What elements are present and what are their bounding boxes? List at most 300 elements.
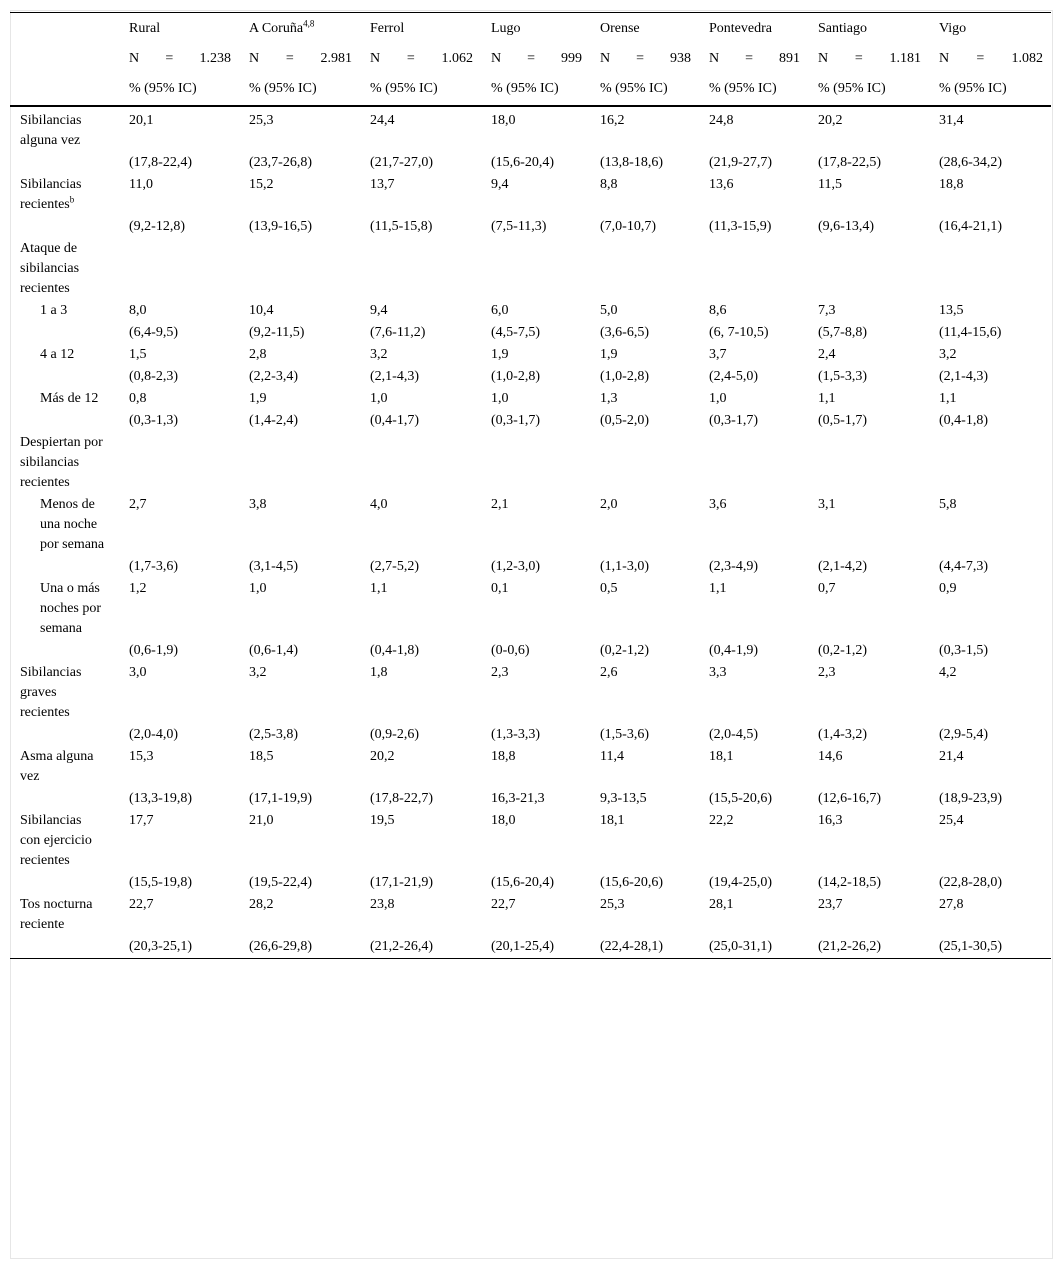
sample-size-line — [600, 49, 693, 69]
ci-cell: (1,1-3,0) — [600, 559, 649, 574]
ci-cell: (2,3-4,9) — [709, 559, 758, 574]
value-cell: 21,4 — [939, 749, 964, 764]
ci-row — [10, 640, 1051, 662]
ci-row — [10, 724, 1051, 746]
header-corner — [10, 13, 119, 46]
column-name: Orense — [600, 21, 640, 36]
value-cell: 18,1 — [600, 813, 625, 828]
table-row — [10, 300, 1051, 322]
ci-cell: (0,5-1,7) — [818, 413, 867, 428]
value-cell: 17,7 — [129, 813, 154, 828]
section-header-row — [10, 238, 1051, 300]
sample-size-line — [939, 49, 1045, 69]
value-cell: 1,9 — [600, 347, 618, 362]
sample-size-line — [129, 49, 233, 69]
row-label-text: Menos de una noche por semana — [40, 497, 105, 552]
header-row-n — [10, 45, 1051, 75]
table-row — [10, 894, 1051, 936]
row-label — [10, 578, 119, 640]
empty-cell — [10, 410, 119, 432]
table-row — [10, 578, 1051, 640]
n-label: N — [370, 51, 381, 66]
ci-cell: (3,6-6,5) — [600, 325, 649, 340]
row-label-text: Más de 12 — [40, 391, 99, 406]
column-ci-label: % (95% IC) — [709, 81, 777, 96]
column-sample-size — [119, 45, 239, 75]
ci-cell: (0,3-1,7) — [709, 413, 758, 428]
n-equals: = — [854, 51, 863, 66]
row-label-text: Asma alguna vez — [20, 749, 94, 784]
value-cell: 13,6 — [709, 177, 734, 192]
value-cell: 3,3 — [709, 665, 727, 680]
ci-row — [10, 216, 1051, 238]
value-cell: 1,0 — [491, 391, 509, 406]
column-header — [360, 13, 481, 46]
ci-cell: (0,8-2,3) — [129, 369, 178, 384]
ci-cell: (12,6-16,7) — [818, 791, 881, 806]
table-row — [10, 106, 1051, 152]
column-ci-label: % (95% IC) — [600, 81, 668, 96]
ci-cell: (0,6-1,4) — [249, 643, 298, 658]
value-cell: 20,1 — [129, 113, 154, 128]
ci-cell: (4,4-7,3) — [939, 559, 988, 574]
ci-cell: (25,0-31,1) — [709, 939, 772, 954]
n-label: N — [939, 51, 950, 66]
value-cell: 0,7 — [818, 581, 836, 596]
ci-cell: (9,6-13,4) — [818, 219, 874, 234]
column-header — [119, 13, 239, 46]
value-cell: 11,0 — [129, 177, 153, 192]
n-equals: = — [636, 51, 645, 66]
ci-row — [10, 556, 1051, 578]
value-cell: 16,3 — [818, 813, 843, 828]
header-row-names — [10, 13, 1051, 46]
value-cell: 24,4 — [370, 113, 395, 128]
value-cell: 11,5 — [818, 177, 842, 192]
ci-cell: (0,2-1,2) — [600, 643, 649, 658]
value-cell: 14,6 — [818, 749, 843, 764]
ci-cell: (1,0-2,8) — [491, 369, 540, 384]
ci-cell: (17,8-22,4) — [129, 155, 192, 170]
empty-cell — [360, 432, 481, 494]
ci-cell: (7,0-10,7) — [600, 219, 656, 234]
ci-cell: (17,1-21,9) — [370, 875, 433, 890]
value-cell: 13,5 — [939, 303, 964, 318]
value-cell: 25,3 — [249, 113, 274, 128]
row-label-text: Sibilancias recientes — [20, 177, 82, 212]
table-row — [10, 494, 1051, 556]
value-cell: 2,1 — [491, 497, 509, 512]
row-label — [10, 432, 119, 494]
ci-row — [10, 410, 1051, 432]
empty-cell — [929, 432, 1051, 494]
row-label-text: Sibilancias alguna vez — [20, 113, 82, 148]
value-cell: 3,8 — [249, 497, 267, 512]
value-cell: 22,7 — [129, 897, 154, 912]
ci-cell: (7,5-11,3) — [491, 219, 547, 234]
column-header — [808, 13, 929, 46]
ci-cell: (6, 7-10,5) — [709, 325, 769, 340]
ci-cell: (25,1-30,5) — [939, 939, 1002, 954]
value-cell: 11,4 — [600, 749, 624, 764]
row-label — [10, 238, 119, 300]
column-ci-label: % (95% IC) — [129, 81, 197, 96]
value-cell: 3,6 — [709, 497, 727, 512]
prevalence-table — [10, 12, 1051, 959]
value-cell: 19,5 — [370, 813, 395, 828]
value-cell: 23,7 — [818, 897, 843, 912]
ci-cell: (1,3-3,3) — [491, 727, 540, 742]
empty-cell — [808, 432, 929, 494]
empty-cell — [10, 936, 119, 959]
value-cell: 31,4 — [939, 113, 964, 128]
n-equals: = — [745, 51, 754, 66]
n-value: 1.181 — [889, 51, 921, 66]
ci-cell: (28,6-34,2) — [939, 155, 1002, 170]
value-cell: 2,3 — [818, 665, 836, 680]
ci-cell: (0,5-2,0) — [600, 413, 649, 428]
empty-cell — [699, 432, 808, 494]
n-value: 2.981 — [320, 51, 352, 66]
value-cell: 18,0 — [491, 813, 516, 828]
value-cell: 18,0 — [491, 113, 516, 128]
column-ci-label: % (95% IC) — [370, 81, 438, 96]
empty-cell — [481, 238, 590, 300]
ci-cell: (1,5-3,3) — [818, 369, 867, 384]
ci-cell: (13,9-16,5) — [249, 219, 312, 234]
ci-cell: (22,4-28,1) — [600, 939, 663, 954]
value-cell: 1,1 — [939, 391, 957, 406]
value-cell: 2,0 — [600, 497, 618, 512]
value-cell: 1,1 — [818, 391, 836, 406]
ci-cell: (2,0-4,0) — [129, 727, 178, 742]
value-cell: 8,6 — [709, 303, 727, 318]
table-header — [10, 13, 1051, 107]
row-label — [10, 494, 119, 556]
value-cell: 10,4 — [249, 303, 274, 318]
empty-cell — [10, 872, 119, 894]
value-cell: 24,8 — [709, 113, 734, 128]
empty-cell — [10, 366, 119, 388]
ci-cell: (14,2-18,5) — [818, 875, 881, 890]
column-name: Lugo — [491, 21, 521, 36]
ci-cell: (3,1-4,5) — [249, 559, 298, 574]
value-cell: 18,1 — [709, 749, 734, 764]
value-cell: 8,8 — [600, 177, 618, 192]
column-ci-label: % (95% IC) — [249, 81, 317, 96]
value-cell: 22,2 — [709, 813, 734, 828]
ci-cell: (23,7-26,8) — [249, 155, 312, 170]
empty-cell — [239, 238, 360, 300]
ci-cell: (1,0-2,8) — [600, 369, 649, 384]
value-cell: 25,4 — [939, 813, 964, 828]
n-label: N — [129, 51, 140, 66]
ci-cell: (0,4-1,7) — [370, 413, 419, 428]
value-cell: 1,9 — [249, 391, 267, 406]
value-cell: 27,8 — [939, 897, 964, 912]
column-sample-size — [929, 45, 1051, 75]
value-cell: 28,1 — [709, 897, 734, 912]
row-label — [10, 344, 119, 366]
ci-cell: (2,7-5,2) — [370, 559, 419, 574]
value-cell: 0,1 — [491, 581, 509, 596]
value-cell: 6,0 — [491, 303, 509, 318]
value-cell: 18,8 — [491, 749, 516, 764]
value-cell: 1,2 — [129, 581, 147, 596]
empty-cell — [590, 238, 699, 300]
ci-cell: (2,9-5,4) — [939, 727, 988, 742]
value-cell: 1,1 — [370, 581, 388, 596]
ci-row — [10, 936, 1051, 959]
value-cell: 3,7 — [709, 347, 727, 362]
sample-size-line — [709, 49, 802, 69]
ci-cell: (0,9-2,6) — [370, 727, 419, 742]
ci-cell: (20,3-25,1) — [129, 939, 192, 954]
ci-cell: (7,6-11,2) — [370, 325, 426, 340]
ci-cell: (0,4-1,8) — [370, 643, 419, 658]
column-sample-size — [808, 45, 929, 75]
row-label — [10, 388, 119, 410]
row-footnote-ref: b — [69, 194, 75, 205]
ci-cell: (6,4-9,5) — [129, 325, 178, 340]
sample-size-line — [491, 49, 584, 69]
ci-cell: (26,6-29,8) — [249, 939, 312, 954]
row-label-text: Ataque de sibilancias recientes — [20, 241, 80, 296]
row-label — [10, 174, 119, 216]
ci-cell: (0,3-1,5) — [939, 643, 988, 658]
value-cell: 15,3 — [129, 749, 154, 764]
row-label — [10, 300, 119, 322]
ci-cell: (0,4-1,9) — [709, 643, 758, 658]
ci-cell: (1,5-3,6) — [600, 727, 649, 742]
ci-cell: (21,9-27,7) — [709, 155, 772, 170]
value-cell: 28,2 — [249, 897, 274, 912]
ci-cell: (9,2-11,5) — [249, 325, 305, 340]
table-row — [10, 810, 1051, 872]
ci-cell: 9,3-13,5 — [600, 791, 647, 806]
ci-cell: (11,4-15,6) — [939, 325, 1002, 340]
n-equals: = — [165, 51, 174, 66]
ci-cell: (21,2-26,2) — [818, 939, 881, 954]
column-header — [239, 13, 360, 46]
value-cell: 25,3 — [600, 897, 625, 912]
value-cell: 1,9 — [491, 347, 509, 362]
ci-cell: (0,3-1,7) — [491, 413, 540, 428]
ci-cell: (15,6-20,4) — [491, 875, 554, 890]
ci-cell: (9,2-12,8) — [129, 219, 185, 234]
ci-cell: (0,2-1,2) — [818, 643, 867, 658]
column-name: Santiago — [818, 21, 867, 36]
table-row — [10, 746, 1051, 788]
row-label-text: Despiertan por sibilancias recientes — [20, 435, 103, 490]
ci-row — [10, 366, 1051, 388]
value-cell: 5,8 — [939, 497, 957, 512]
value-cell: 4,0 — [370, 497, 388, 512]
value-cell: 2,8 — [249, 347, 267, 362]
value-cell: 18,5 — [249, 749, 274, 764]
column-ci-label: % (95% IC) — [939, 81, 1007, 96]
value-cell: 2,3 — [491, 665, 509, 680]
value-cell: 2,7 — [129, 497, 147, 512]
column-sample-size — [699, 45, 808, 75]
empty-cell — [119, 432, 239, 494]
table-row — [10, 344, 1051, 366]
column-name: Rural — [129, 21, 161, 36]
table-row — [10, 174, 1051, 216]
value-cell: 0,5 — [600, 581, 618, 596]
ci-cell: (13,3-19,8) — [129, 791, 192, 806]
n-label: N — [491, 51, 502, 66]
value-cell: 8,0 — [129, 303, 147, 318]
n-value: 1.082 — [1011, 51, 1043, 66]
n-equals: = — [406, 51, 415, 66]
empty-cell — [590, 432, 699, 494]
value-cell: 3,0 — [129, 665, 147, 680]
value-cell: 3,1 — [818, 497, 836, 512]
ci-cell: (18,9-23,9) — [939, 791, 1002, 806]
empty-cell — [481, 432, 590, 494]
section-header-row — [10, 432, 1051, 494]
ci-cell: (2,4-5,0) — [709, 369, 758, 384]
column-ci-label: % (95% IC) — [818, 81, 886, 96]
ci-cell: (1,7-3,6) — [129, 559, 178, 574]
ci-cell: (1,4-2,4) — [249, 413, 298, 428]
column-name: Pontevedra — [709, 21, 772, 36]
ci-cell: (2,1-4,3) — [939, 369, 988, 384]
column-header — [590, 13, 699, 46]
ci-cell: (0,4-1,8) — [939, 413, 988, 428]
column-name: A Coruña — [249, 21, 304, 36]
n-value: 999 — [561, 51, 582, 66]
ci-cell: (16,4-21,1) — [939, 219, 1002, 234]
empty-cell — [10, 724, 119, 746]
value-cell: 0,8 — [129, 391, 147, 406]
ci-cell: (15,6-20,4) — [491, 155, 554, 170]
value-cell: 1,5 — [129, 347, 147, 362]
value-cell: 5,0 — [600, 303, 618, 318]
ci-cell: 16,3-21,3 — [491, 791, 545, 806]
ci-cell: (0,6-1,9) — [129, 643, 178, 658]
column-header — [699, 13, 808, 46]
sample-size-line — [818, 49, 923, 69]
ci-cell: (19,5-22,4) — [249, 875, 312, 890]
ci-cell: (13,8-18,6) — [600, 155, 663, 170]
ci-cell: (2,1-4,2) — [818, 559, 867, 574]
row-label-text: 1 a 3 — [40, 303, 68, 318]
sample-size-line — [370, 49, 475, 69]
value-cell: 16,2 — [600, 113, 625, 128]
column-sample-size — [360, 45, 481, 75]
value-cell: 1,0 — [370, 391, 388, 406]
n-value: 1.238 — [199, 51, 231, 66]
value-cell: 2,4 — [818, 347, 836, 362]
ci-cell: (2,2-3,4) — [249, 369, 298, 384]
n-label: N — [818, 51, 829, 66]
row-label — [10, 894, 119, 936]
value-cell: 1,3 — [600, 391, 618, 406]
value-cell: 1,8 — [370, 665, 388, 680]
column-header — [929, 13, 1051, 46]
header-corner-n — [10, 45, 119, 75]
n-value: 1.062 — [441, 51, 473, 66]
empty-cell — [360, 238, 481, 300]
ci-cell: (19,4-25,0) — [709, 875, 772, 890]
empty-cell — [10, 216, 119, 238]
value-cell: 9,4 — [491, 177, 509, 192]
ci-cell: (2,1-4,3) — [370, 369, 419, 384]
row-label — [10, 106, 119, 152]
empty-cell — [10, 788, 119, 810]
n-value: 938 — [670, 51, 691, 66]
ci-row — [10, 322, 1051, 344]
n-label: N — [600, 51, 611, 66]
ci-cell: (11,3-15,9) — [709, 219, 772, 234]
table-row — [10, 388, 1051, 410]
table-body — [10, 106, 1051, 959]
value-cell: 1,1 — [709, 581, 727, 596]
empty-cell — [10, 640, 119, 662]
column-footnote-ref: 4,8 — [303, 18, 315, 29]
value-cell: 9,4 — [370, 303, 388, 318]
ci-cell: (2,5-3,8) — [249, 727, 298, 742]
value-cell: 20,2 — [818, 113, 843, 128]
ci-row — [10, 152, 1051, 174]
row-label-text: Una o más noches por semana — [40, 581, 102, 636]
ci-cell: (21,2-26,4) — [370, 939, 433, 954]
value-cell: 7,3 — [818, 303, 836, 318]
ci-cell: (0,3-1,3) — [129, 413, 178, 428]
ci-cell: (5,7-8,8) — [818, 325, 867, 340]
column-name: Vigo — [939, 21, 967, 36]
value-cell: 15,2 — [249, 177, 274, 192]
n-equals: = — [527, 51, 536, 66]
ci-cell: (15,5-20,6) — [709, 791, 772, 806]
ci-row — [10, 788, 1051, 810]
n-equals: = — [285, 51, 294, 66]
value-cell: 1,0 — [249, 581, 267, 596]
value-cell: 21,0 — [249, 813, 274, 828]
row-label — [10, 746, 119, 788]
empty-cell — [10, 152, 119, 174]
ci-cell: (17,1-19,9) — [249, 791, 312, 806]
ci-cell: (15,6-20,6) — [600, 875, 663, 890]
n-value: 891 — [779, 51, 800, 66]
value-cell: 22,7 — [491, 897, 516, 912]
value-cell: 20,2 — [370, 749, 395, 764]
value-cell: 3,2 — [939, 347, 957, 362]
empty-cell — [10, 322, 119, 344]
value-cell: 13,7 — [370, 177, 395, 192]
empty-cell — [808, 238, 929, 300]
ci-cell: (17,8-22,5) — [818, 155, 881, 170]
ci-cell: (4,5-7,5) — [491, 325, 540, 340]
column-ci-label: % (95% IC) — [491, 81, 559, 96]
value-cell: 3,2 — [249, 665, 267, 680]
value-cell: 3,2 — [370, 347, 388, 362]
empty-cell — [929, 238, 1051, 300]
ci-cell: (2,0-4,5) — [709, 727, 758, 742]
column-sample-size — [239, 45, 360, 75]
empty-cell — [10, 556, 119, 578]
ci-cell: (22,8-28,0) — [939, 875, 1002, 890]
row-label — [10, 662, 119, 724]
column-sample-size — [481, 45, 590, 75]
empty-cell — [699, 238, 808, 300]
empty-cell — [239, 432, 360, 494]
value-cell: 2,6 — [600, 665, 618, 680]
ci-cell: (1,4-3,2) — [818, 727, 867, 742]
value-cell: 18,8 — [939, 177, 964, 192]
